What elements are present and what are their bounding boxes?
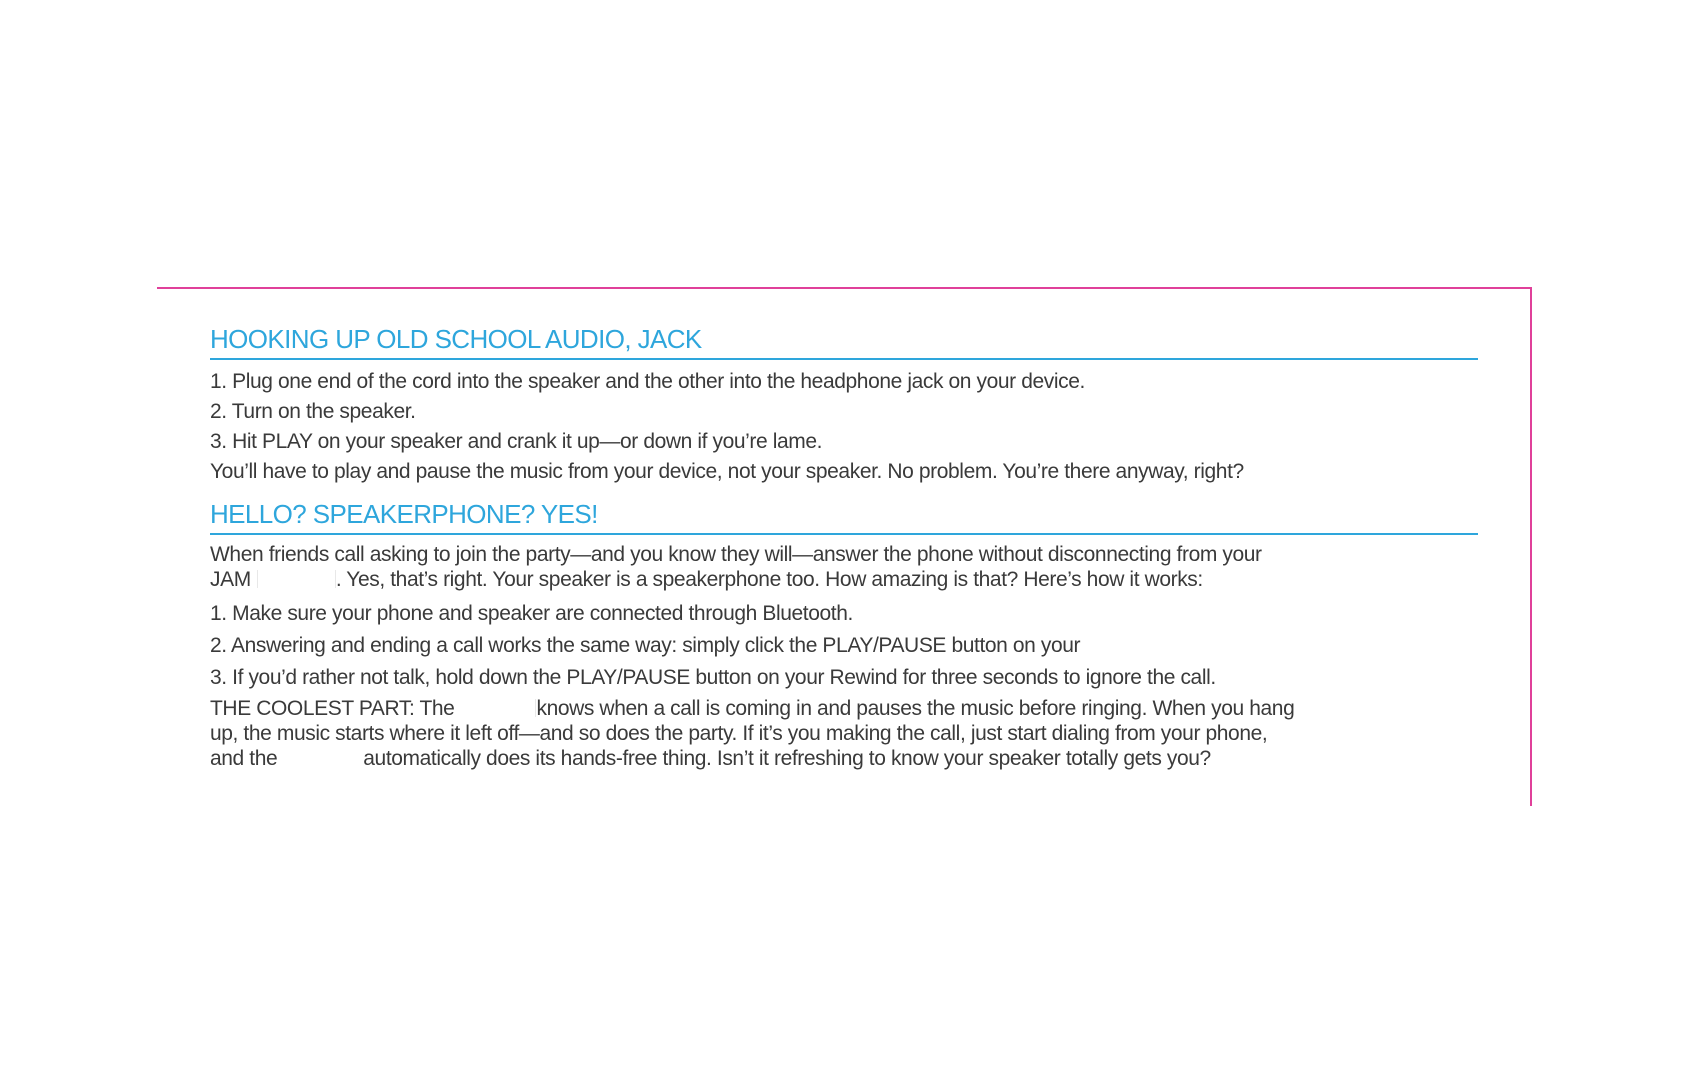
coolest-line-3-start: and the bbox=[210, 747, 278, 770]
intro-line-2 bbox=[210, 567, 1478, 592]
speakerphone-step-1: 1. Make sure your phone and speaker are connected through Bluetooth. bbox=[210, 602, 853, 625]
speakerphone-step-3: 3. If you’d rather not talk, hold down the PLAY/PAUSE button on your Rewind for three seconds to ignore the call. bbox=[210, 666, 1216, 689]
intro-line-2-start: JAM bbox=[210, 568, 251, 591]
coolest-line-1 bbox=[210, 696, 1478, 721]
intro-line-1: When friends call asking to join the party—and you know they will—answer the phone without disconnecting from your bbox=[210, 543, 1262, 566]
section-title-audio-jack: HOOKING UP OLD SCHOOL AUDIO, JACK bbox=[210, 322, 1478, 360]
coolest-line-1-start: THE COOLEST PART: The bbox=[210, 697, 455, 720]
audio-jack-note: You’ll have to play and pause the music from your device, not your speaker. No problem. You’re there anyway, right? bbox=[210, 460, 1244, 483]
speakerphone-steps bbox=[210, 598, 1478, 694]
frame-right-border bbox=[1530, 287, 1532, 806]
intro-line-2-end: . Yes, that’s right. Your speaker is a speakerphone too. How amazing is that? Here’s how it works: bbox=[335, 568, 1203, 591]
coolest-line-3-end: automatically does its hands-free thing. Isn’t it refreshing to know your speaker totally gets you? bbox=[363, 747, 1211, 770]
manual-content bbox=[210, 322, 1478, 771]
coolest-line-3 bbox=[210, 746, 1478, 771]
speakerphone-intro bbox=[210, 542, 1478, 592]
redaction-mark bbox=[257, 570, 258, 588]
coolest-part-paragraph bbox=[210, 696, 1478, 771]
coolest-line-2: up, the music starts where it left off—and so does the party. If it’s you making the call, just start dialing from your phone, bbox=[210, 722, 1268, 745]
speakerphone-step-2: 2. Answering and ending a call works the same way: simply click the PLAY/PAUSE button on your bbox=[210, 634, 1081, 657]
section-title-speakerphone: HELLO? SPEAKERPHONE? YES! bbox=[210, 497, 1478, 535]
audio-jack-steps bbox=[210, 367, 1478, 487]
coolest-line-1-end: knows when a call is coming in and pauses the music before ringing. When you hang bbox=[536, 697, 1295, 720]
frame-top-border bbox=[157, 287, 1532, 289]
step-2: 2. Turn on the speaker. bbox=[210, 400, 416, 423]
step-3: 3. Hit PLAY on your speaker and crank it up—or down if you’re lame. bbox=[210, 430, 823, 453]
step-1: 1. Plug one end of the cord into the speaker and the other into the headphone jack on your device. bbox=[210, 370, 1085, 393]
